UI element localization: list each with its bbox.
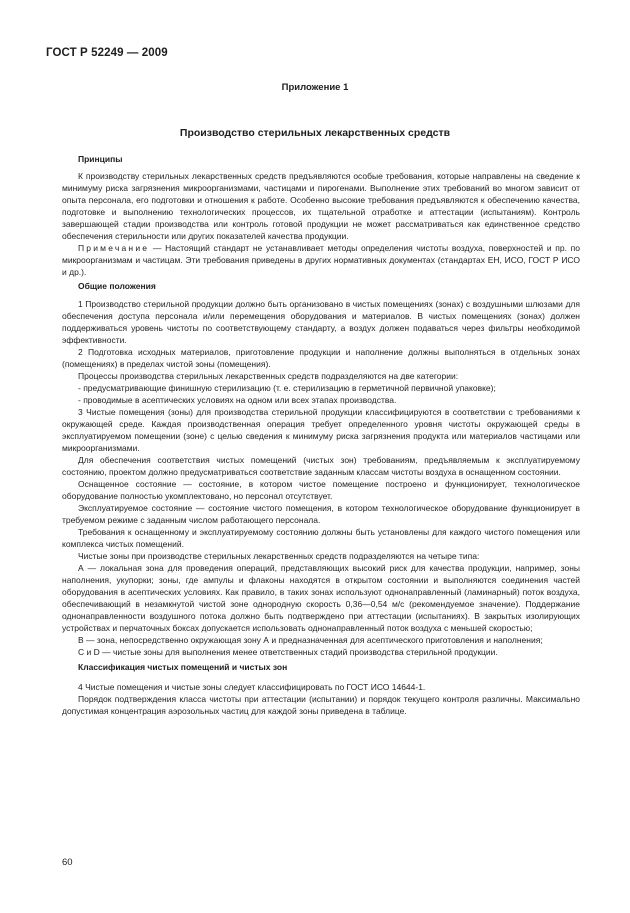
page-title: Производство стерильных лекарственных средств <box>179 127 451 139</box>
paragraph: Чистые зоны при производстве стерильных лекарственных средств подразделяются на четыре типа: <box>78 551 480 561</box>
appendix-label: Приложение 1 <box>281 82 349 93</box>
paragraph: Процессы производства стерильных лекарственных средств подразделяются на две категории: <box>78 371 459 381</box>
paragraph: 3 Чистые помещения (зоны) для производства стерильной продукции классифицируются в соответствии с требованиями к окружающей среде. Каждая производственная операция требует определенного уровня чистоты окружающей среды в эксплуатируемом помещении (зоне) с целью сведения к минимуму риска загрязнения продукта или материалов частицами или микроорганизмами. <box>62 407 580 453</box>
paragraph: Для обеспечения соответствия чистых помещений (чистых зон) требованиям, предъявляемым к эксплуатируемому состоянию, проектом должно предусматриваться соответствие заданным классам чистоты воздуха в оснащенном состоянии. <box>62 455 580 477</box>
section-heading-classification: Классификация чистых помещений и чистых зон <box>78 662 288 672</box>
note-text: — Настоящий стандарт не устанавливает методы определения чистоты воздуха, поверхностей и пр. по микроорганизмам и частицам. Эти требования приведены в других нормативных документах (стандартах ЕН, ИСО, ГОСТ Р ИСО и др.). <box>62 243 580 277</box>
paragraph: К производству стерильных лекарственных средств предъявляются особые требования, которые направлены на сведение к минимуму риска загрязнения микроорганизмами, частицами и пирогенами. Выполнение этих требований во многом зависит от опыта персонала, его подготовки и отношения к работе. Особенно высокие требования предъявляются к обеспечению качества, подготовке и выполнению технологических процессов, их тщательной отработке и аттестации (испытаниям). Контроль завершающей стадии производства или контроль готовой продукции не может рассматриваться как единственное средство обеспечения стерильности или других показателей качества продукции. <box>62 171 580 241</box>
list-item: - предусматривающие финишную стерилизацию (т. е. стерилизацию в герметичной первичной упаковке); <box>78 383 496 393</box>
document-body <box>62 153 580 717</box>
list-item: - проводимые в асептических условиях на одном или всех этапах производства. <box>78 395 397 405</box>
paragraph: В — зона, непосредственно окружающая зону А и предназначенная для асептического приготовления и наполнения; <box>78 635 543 645</box>
note-paragraph <box>62 242 580 278</box>
paragraph: А — локальная зона для проведения операций, представляющих высокий риск для качества продукции, например, зоны наполнения, укупорки; зоны, где ампулы и флаконы находятся в открытом состоянии и выполняются соединения частей оборудования в асептических условиях. Как правило, в таких зонах используют однонаправленный (ламинарный) поток воздуха, обеспечивающий в незамкнутой чистой зоне однородную скорость 0,36—0,54 м/с (рекомендуемое значение). Поддержание однонаправленности воздушного потока должно быть подтверждено при аттестации (испытаниях). В закрытых изолирующих устройствах и перчаточных боксах допускается использовать однонаправленный поток воздуха с меньшей скоростью; <box>62 563 580 633</box>
section-heading-general: Общие положения <box>78 281 156 291</box>
paragraph: С и D — чистые зоны для выполнения менее ответственных стадий производства стерильной продукции. <box>78 647 498 657</box>
standard-header: ГОСТ Р 52249 — 2009 <box>46 47 168 59</box>
paragraph: Порядок подтверждения класса чистоты при аттестации (испытании) и порядок текущего контроля различны. Максимально допустимая концентрация аэрозольных частиц для каждой зоны приведена в таблице. <box>62 694 580 716</box>
paragraph: Оснащенное состояние — состояние, в котором чистое помещение построено и функционирует, технологическое оборудование полностью укомплектовано, но персонал отсутствует. <box>62 479 580 501</box>
paragraph: 1 Производство стерильной продукции должно быть организовано в чистых помещениях (зонах) с воздушными шлюзами для обеспечения доступа персонала и/или перемещения оборудования и материалов. В чистых помещениях (зонах) должен поддерживаться уровень чистоты по соответствующему стандарту, а воздух должен подаваться через фильтры необходимой эффективности. <box>62 299 580 345</box>
paragraph: Требования к оснащенному и эксплуатируемому состоянию должны быть установлены для каждого чистого помещения или комплекса чистых помещений. <box>62 527 580 549</box>
note-label: Примечание <box>78 243 150 253</box>
section-heading-principles: Принципы <box>78 154 123 164</box>
paragraph: Эксплуатируемое состояние — состояние чистого помещения, в котором технологическое оборудование функционирует в требуемом режиме с заданным числом работающего персонала. <box>62 503 580 525</box>
paragraph: 4 Чистые помещения и чистые зоны следует классифицировать по ГОСТ ИСО 14644-1. <box>78 682 426 692</box>
page-number: 60 <box>62 857 73 868</box>
paragraph: 2 Подготовка исходных материалов, приготовление продукции и наполнение должны выполняться в отдельных зонах (помещениях) в пределах чистой зоны (помещения). <box>62 347 580 369</box>
